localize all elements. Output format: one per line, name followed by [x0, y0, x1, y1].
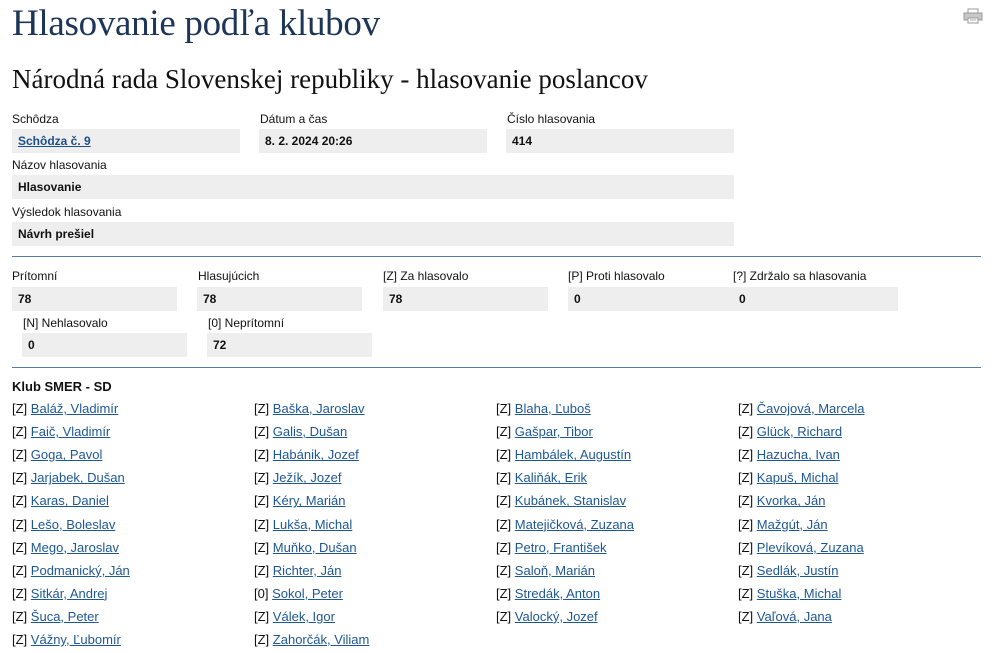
separator	[12, 367, 981, 368]
list-item	[254, 586, 343, 601]
member-link[interactable]: Valocký, Jozef	[514, 608, 598, 624]
member-link[interactable]: Vaľová, Jana	[756, 608, 832, 624]
list-item	[12, 586, 107, 601]
vote-code: [Z]	[12, 493, 28, 509]
list-item	[12, 470, 125, 485]
vote-code: [Z]	[496, 608, 512, 624]
list-item	[738, 517, 828, 532]
list-item	[496, 609, 598, 624]
vysledok-field: Návrh prešiel	[12, 222, 734, 246]
vote-code: [Z]	[496, 401, 512, 416]
list-item	[254, 424, 347, 439]
member-link[interactable]: Petro, František	[514, 539, 607, 555]
list-item	[496, 586, 600, 601]
member-link[interactable]: Kubánek, Stanislav	[514, 493, 627, 509]
list-item	[12, 609, 99, 624]
member-link[interactable]: Karas, Daniel	[30, 493, 109, 509]
list-item	[254, 540, 357, 555]
member-link[interactable]: Baláž, Vladimír	[30, 401, 119, 416]
list-item	[738, 540, 864, 555]
hlasujucich-value: 78	[197, 287, 362, 311]
list-item	[496, 493, 626, 508]
member-link[interactable]: Vážny, Ľubomír	[30, 632, 121, 647]
member-link[interactable]: Kapuš, Michal	[756, 470, 839, 486]
pritomni-label: Prítomní	[12, 269, 58, 283]
member-link[interactable]: Kaliňák, Erik	[514, 470, 588, 486]
list-item	[254, 401, 365, 416]
vote-code: [Z]	[12, 470, 28, 486]
schodza-label: Schôdza	[12, 112, 59, 126]
separator	[12, 256, 981, 257]
vote-code: [Z]	[12, 608, 28, 624]
vote-code: [Z]	[496, 562, 512, 578]
member-link[interactable]: Kéry, Marián	[272, 493, 346, 509]
vote-code: [Z]	[738, 539, 754, 555]
nepritomni-label: [0] Neprítomní	[208, 316, 285, 330]
schodza-field	[12, 129, 240, 153]
nehlasovalo-label: [N] Nehlasovalo	[23, 316, 108, 330]
list-item	[254, 563, 341, 578]
vote-code: [Z]	[254, 447, 270, 463]
vote-code: [Z]	[254, 493, 270, 509]
member-link[interactable]: Lešo, Boleslav	[30, 516, 116, 532]
vote-code: [Z]	[12, 424, 28, 440]
za-label: [Z] Za hlasovalo	[383, 269, 469, 283]
vote-code: [Z]	[496, 470, 512, 486]
zdrzalo-label: [?] Zdržalo sa hlasovania	[733, 269, 867, 283]
member-link[interactable]: Sedlák, Justín	[756, 562, 839, 578]
vote-code: [Z]	[12, 585, 28, 601]
member-link[interactable]: Habánik, Jozef	[272, 447, 359, 463]
member-link[interactable]: Stredák, Anton	[514, 585, 601, 601]
member-link[interactable]: Sitkár, Andrej	[30, 585, 108, 601]
proti-value: 0	[568, 287, 733, 311]
list-item	[254, 470, 341, 485]
nazov-field: Hlasovanie	[12, 175, 734, 199]
member-link[interactable]: Baška, Jaroslav	[272, 401, 365, 416]
member-link[interactable]: Mego, Jaroslav	[30, 539, 119, 555]
vote-code: [Z]	[496, 447, 512, 463]
list-item	[12, 493, 109, 508]
vote-code: [Z]	[12, 516, 28, 532]
member-link[interactable]: Sokol, Peter	[272, 585, 343, 601]
member-link[interactable]: Stuška, Michal	[756, 585, 842, 601]
list-item	[254, 447, 359, 462]
cislo-label: Číslo hlasovania	[507, 112, 596, 126]
list-item	[254, 517, 352, 532]
list-item	[496, 401, 591, 416]
list-item	[738, 609, 832, 624]
member-link[interactable]: Gašpar, Tibor	[514, 424, 593, 440]
list-item	[254, 493, 346, 508]
list-item	[738, 586, 841, 601]
list-item	[738, 424, 842, 439]
member-link[interactable]: Plevíková, Zuzana	[756, 539, 864, 555]
member-link[interactable]: Podmanický, Ján	[30, 562, 130, 578]
nepritomni-value: 72	[207, 333, 372, 357]
proti-label: [P] Proti hlasovalo	[568, 269, 665, 283]
vote-code: [Z]	[254, 470, 270, 486]
vote-code: [Z]	[12, 401, 28, 416]
vote-code: [Z]	[496, 539, 512, 555]
list-item	[496, 517, 634, 532]
list-item	[738, 563, 838, 578]
vote-code: [Z]	[254, 401, 270, 416]
list-item	[496, 563, 595, 578]
zdrzalo-value: 0	[733, 287, 898, 311]
list-item	[496, 540, 607, 555]
vote-code: [Z]	[496, 585, 512, 601]
member-link[interactable]: Goga, Pavol	[30, 447, 103, 463]
hlasujucich-label: Hlasujúcich	[198, 269, 260, 283]
vote-code: [Z]	[496, 493, 512, 509]
vote-code: [Z]	[738, 493, 754, 509]
vote-code: [Z]	[496, 516, 512, 532]
list-item	[12, 517, 115, 532]
member-link[interactable]: Faič, Vladimír	[30, 424, 111, 440]
vote-code: [Z]	[254, 539, 270, 555]
member-link[interactable]: Zahorčák, Viliam	[272, 632, 370, 647]
vote-code: [Z]	[12, 562, 28, 578]
vote-code: [Z]	[738, 585, 754, 601]
member-link[interactable]: Čavojová, Marcela	[756, 401, 865, 416]
vote-code: [Z]	[254, 562, 270, 578]
list-item	[738, 401, 864, 416]
nazov-label: Názov hlasovania	[12, 158, 107, 172]
vote-code: [Z]	[12, 447, 28, 463]
list-item	[738, 470, 838, 485]
datum-field: 8. 2. 2024 20:26	[259, 129, 487, 153]
vote-code: [0]	[254, 585, 269, 601]
list-item	[12, 401, 118, 416]
vote-code: [Z]	[738, 424, 754, 440]
list-item	[12, 424, 110, 439]
member-link[interactable]: Glück, Richard	[756, 424, 843, 440]
vote-code: [Z]	[254, 608, 270, 624]
list-item	[12, 632, 121, 647]
za-value: 78	[383, 287, 548, 311]
member-link[interactable]: Hambálek, Augustín	[514, 447, 632, 463]
list-item	[738, 447, 840, 462]
member-link[interactable]: Richter, Ján	[272, 562, 342, 578]
vote-code: [Z]	[254, 424, 270, 440]
member-link[interactable]: Kvorka, Ján	[756, 493, 826, 509]
vote-code: [Z]	[738, 608, 754, 624]
member-link[interactable]: Ježík, Jozef	[272, 470, 342, 486]
club-title: Klub SMER - SD	[12, 379, 112, 394]
vote-code: [Z]	[12, 539, 28, 555]
cislo-field: 414	[506, 129, 734, 153]
list-item	[496, 470, 587, 485]
nehlasovalo-value: 0	[22, 333, 187, 357]
list-item	[496, 424, 593, 439]
member-link[interactable]: Mažgút, Ján	[756, 516, 828, 532]
vote-code: [Z]	[738, 516, 754, 532]
list-item	[738, 493, 825, 508]
vote-code: [Z]	[738, 470, 754, 486]
member-link[interactable]: Muňko, Dušan	[272, 539, 357, 555]
member-link[interactable]: Saloň, Marián	[514, 562, 596, 578]
member-link[interactable]: Válek, Igor	[272, 608, 335, 624]
vote-code: [Z]	[738, 562, 754, 578]
member-link[interactable]: Jarjabek, Dušan	[30, 470, 125, 486]
vysledok-label: Výsledok hlasovania	[12, 205, 122, 219]
vote-code: [Z]	[254, 632, 270, 647]
list-item	[12, 447, 102, 462]
vote-code: [Z]	[496, 424, 512, 440]
member-link[interactable]: Lukša, Michal	[272, 516, 353, 532]
list-item	[254, 609, 335, 624]
list-item	[496, 447, 631, 462]
member-link[interactable]: Blaha, Ľuboš	[514, 401, 591, 416]
list-item	[12, 540, 119, 555]
pritomni-value: 78	[12, 287, 177, 311]
vote-code: [Z]	[738, 447, 754, 463]
page-subtitle: Národná rada Slovenskej republiky - hlasovanie poslancov	[12, 64, 648, 94]
member-link[interactable]: Galis, Dušan	[272, 424, 348, 440]
vote-code: [Z]	[738, 401, 754, 416]
page-title: Hlasovanie podľa klubov	[12, 3, 380, 44]
member-link[interactable]: Matejičková, Zuzana	[514, 516, 635, 532]
vote-code: [Z]	[12, 632, 28, 647]
datum-label: Dátum a čas	[260, 112, 328, 126]
list-item	[12, 563, 130, 578]
vote-code: [Z]	[254, 516, 270, 532]
schodza-link[interactable]: Schôdza č. 9	[18, 134, 91, 148]
list-item	[254, 632, 369, 647]
member-link[interactable]: Hazucha, Ivan	[756, 447, 840, 463]
print-icon[interactable]	[962, 8, 984, 24]
member-link[interactable]: Šuca, Peter	[30, 608, 99, 624]
